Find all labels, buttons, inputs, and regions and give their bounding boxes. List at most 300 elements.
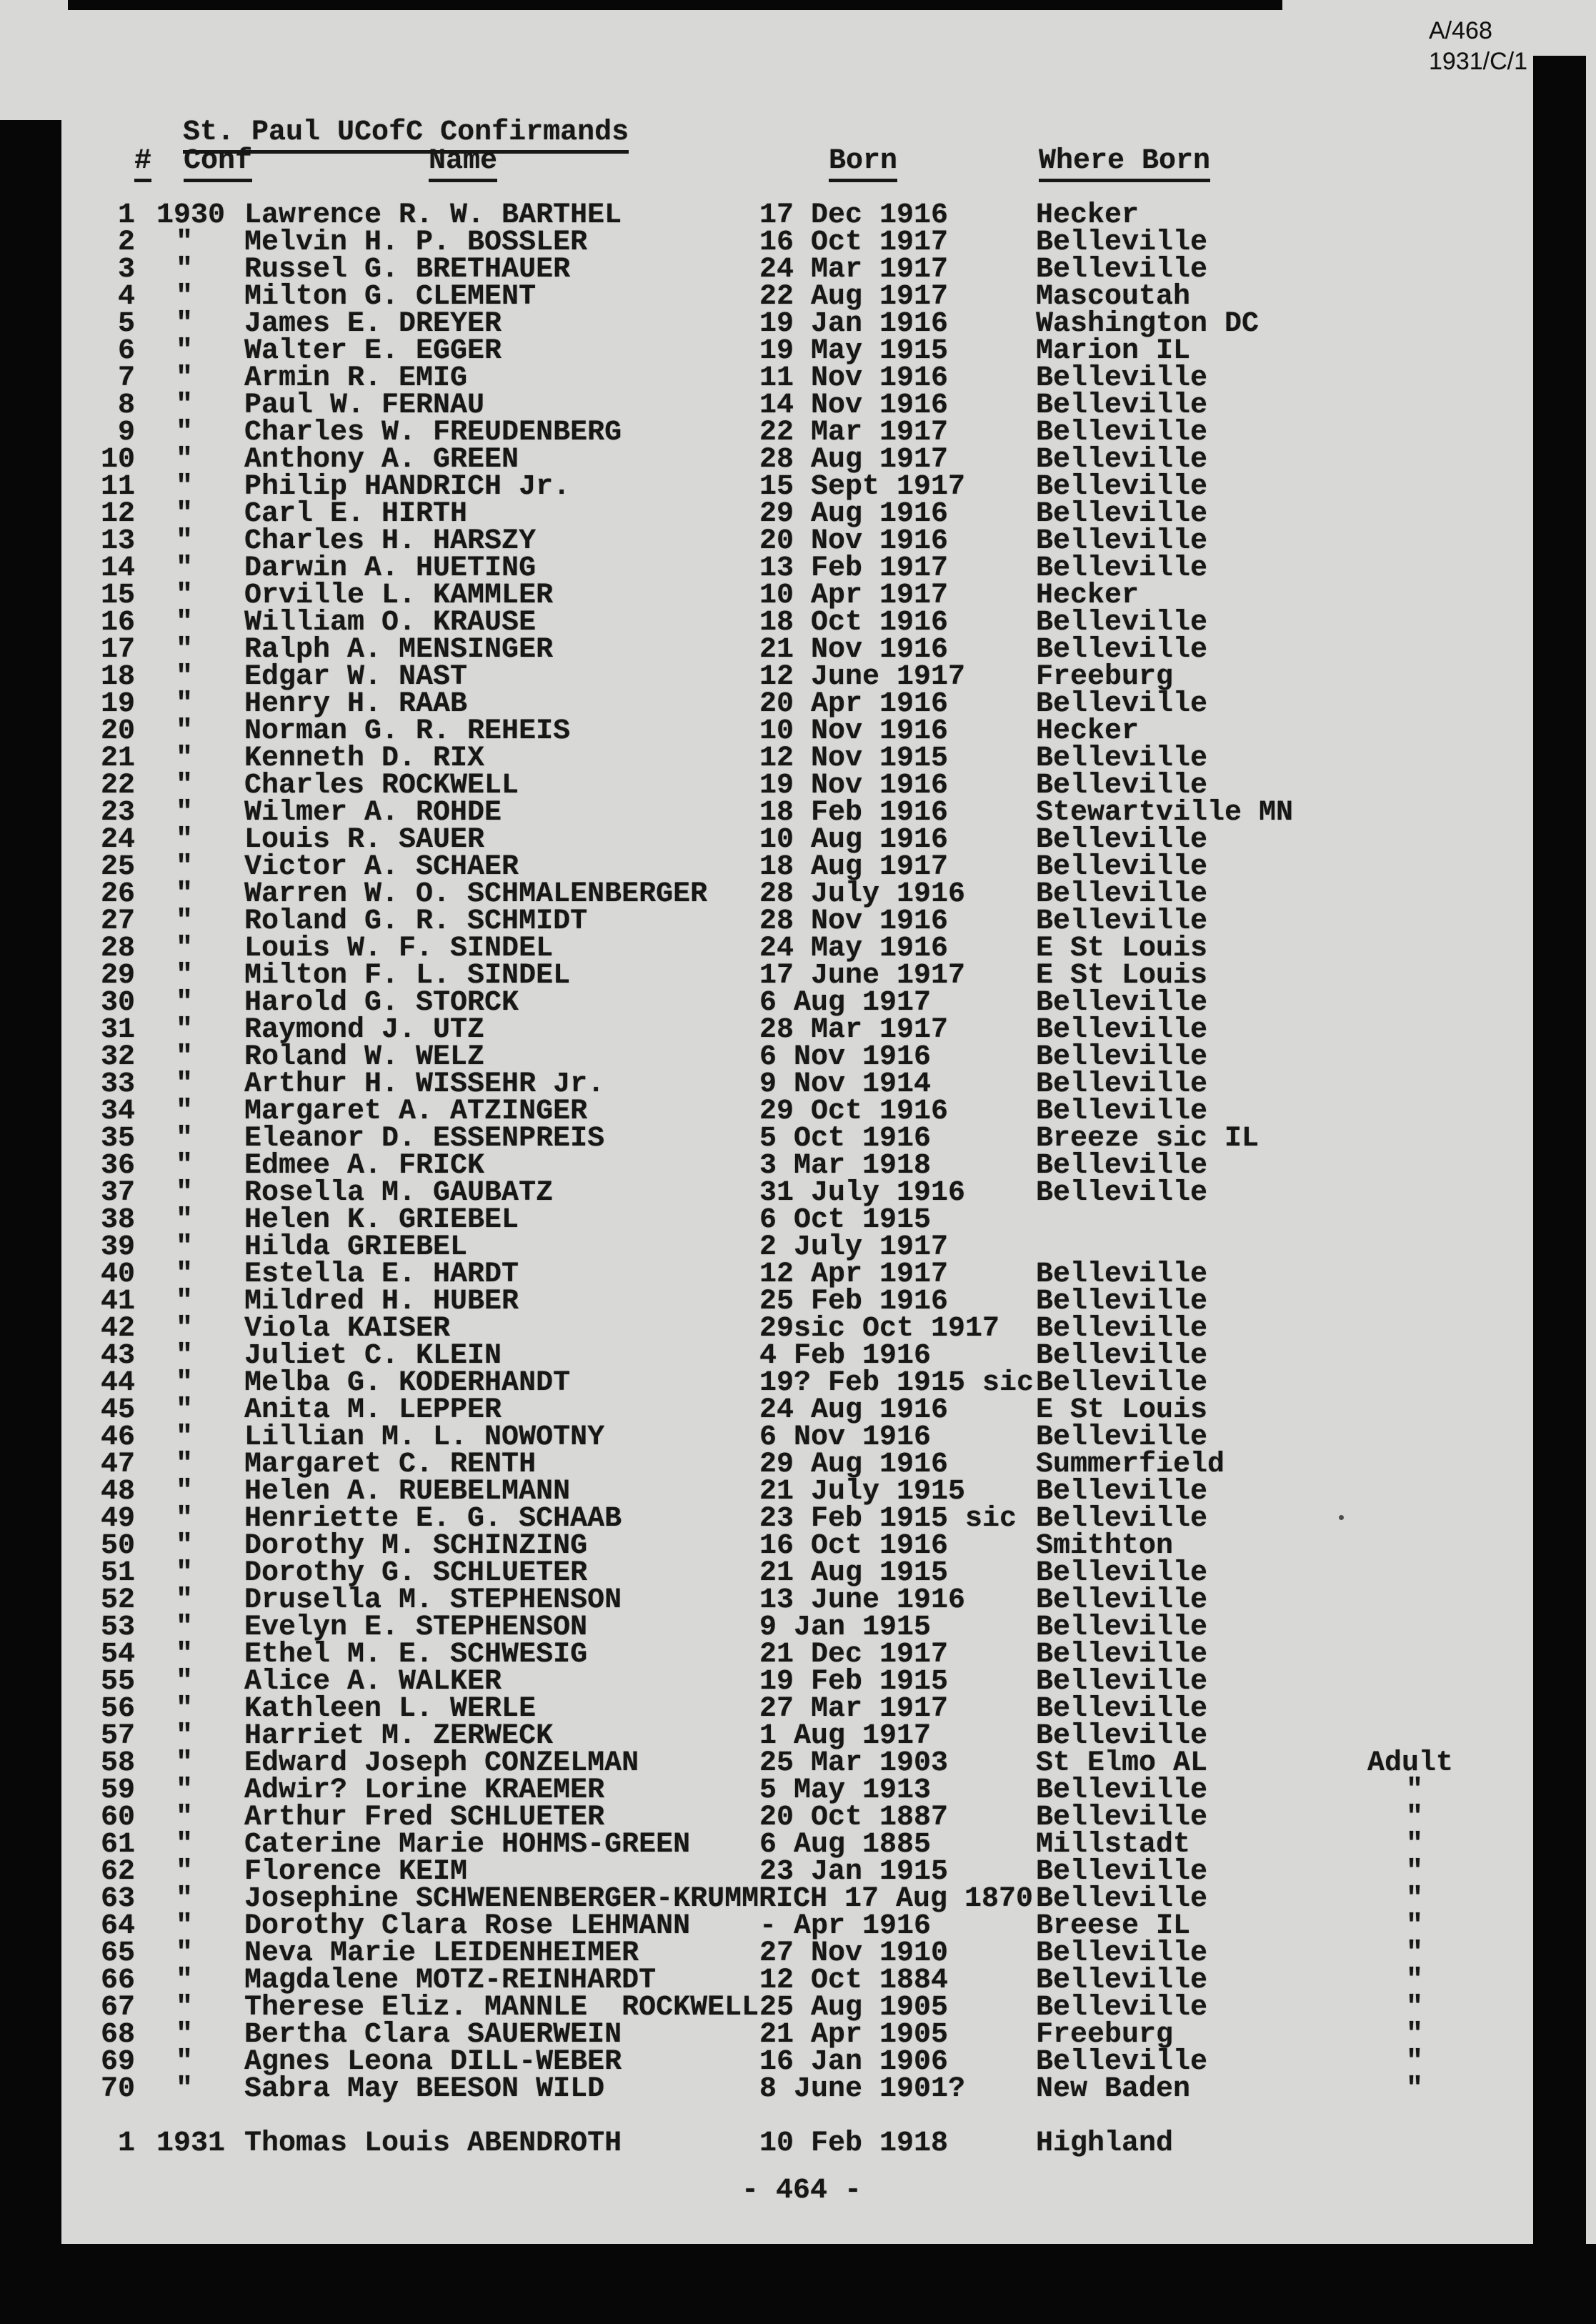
confirmation-year: " [176,960,194,992]
confirmation-year: " [176,661,194,693]
table-row [0,2075,1596,2104]
birth-date: 2 July 1917 [759,1231,949,1263]
birth-place: Belleville [1036,770,1208,802]
birth-date: 28 Mar 1917 [759,1014,949,1046]
birth-date: 3 Mar 1918 [759,1150,932,1182]
adult-flag: " [1406,2019,1424,2051]
birth-place: Belleville [1036,2046,1208,2078]
confirmation-year: " [176,1449,194,1481]
birth-date: 19 Feb 1915 [759,1666,949,1698]
table-row [0,1179,1596,1208]
birth-date: 29 Oct 1916 [759,1096,949,1128]
table-row [0,989,1596,1018]
confirmation-year: " [176,308,194,340]
confirmation-year: " [176,1096,194,1128]
confirmation-year: " [176,1367,194,1399]
confirmand-name: Carl E. HIRTH [244,498,468,530]
confirmation-year: " [176,1204,194,1236]
birth-place: E St Louis [1036,933,1208,965]
row-number: 44 [100,1367,135,1399]
birth-date: 20 Oct 1887 [759,1802,949,1834]
birth-date: 21 Nov 1916 [759,634,949,666]
confirmation-year: " [176,1774,194,1807]
confirmation-year: " [176,1041,194,1073]
row-number: 54 [100,1639,135,1671]
confirmand-name: Kathleen L. WERLE [244,1693,537,1725]
table-row [0,1586,1596,1615]
birth-date: - Apr 1916 [759,1910,932,1942]
table-row [0,1614,1596,1642]
row-number: 3 [117,254,135,286]
confirmation-year: " [176,552,194,585]
birth-place: Belleville [1036,1720,1208,1752]
confirmand-name: Juliet C. KLEIN [244,1340,502,1372]
table-row [0,1967,1596,1995]
row-number: 13 [100,525,135,557]
confirmand-name: Russel G. BRETHAUER [244,254,571,286]
confirmation-year: " [176,878,194,910]
birth-place: Belleville [1036,1612,1208,1644]
birth-place: Belleville [1036,1286,1208,1318]
confirmation-year: " [176,2019,194,2051]
confirmation-year: " [176,1068,194,1101]
birth-place: Belleville [1036,471,1208,503]
adult-flag: " [1406,1802,1424,1834]
birth-date: 17 June 1917 [759,960,966,992]
confirmation-year: " [176,1584,194,1617]
confirmation-year: " [176,1965,194,1997]
confirmand-name: William O. KRAUSE [244,607,537,639]
confirmand-name: Charles ROCKWELL [244,770,519,802]
page-number: - 464 - [742,2175,862,2207]
birth-place: St Elmo AL [1036,1747,1208,1779]
birth-place: Mascoutah [1036,281,1191,313]
row-number: 37 [100,1177,135,1209]
row-number: 12 [100,498,135,530]
confirmation-year: " [176,1231,194,1263]
confirmand-name: Charles H. HARSZY [244,525,537,557]
birth-place: Belleville [1036,444,1208,476]
birth-place: Belleville [1036,1774,1208,1807]
confirmand-name: Helen K. GRIEBEL [244,1204,519,1236]
confirmand-name: Edward Joseph CONZELMAN [244,1747,639,1779]
row-number: 23 [100,797,135,829]
birth-place: Belleville [1036,1992,1208,2024]
confirmand-name: Mildred H. HUBER [244,1286,519,1318]
table-row [0,1912,1596,1941]
confirmation-year: " [176,1693,194,1725]
birth-date: 22 Mar 1917 [759,417,949,449]
confirmand-name: Dorothy Clara Rose LEHMANN [244,1910,691,1942]
confirmation-year: " [176,770,194,802]
birth-place: Belleville [1036,1014,1208,1046]
birth-place: Marion IL [1036,335,1191,367]
birth-place: Belleville [1036,525,1208,557]
row-number: 30 [100,987,135,1019]
table-row [0,636,1596,665]
confirmand-name: Darwin A. HUETING [244,552,537,585]
confirmation-year: " [176,634,194,666]
row-number: 8 [117,389,135,422]
table-row [0,1774,1596,1807]
confirmand-name: Anita M. LEPPER [244,1394,502,1426]
row-number: 58 [100,1747,135,1779]
birth-date: 31 July 1916 [759,1177,966,1209]
row-number: 27 [100,905,135,938]
scan-border-bottom [0,2244,1596,2324]
row-number: 50 [100,1530,135,1562]
confirmand-name: Adwir? Lorine KRAEMER [244,1774,605,1807]
confirmation-year: " [176,417,194,449]
birth-date: 29sic Oct 1917 [759,1313,1000,1345]
birth-date: 13 Feb 1917 [759,552,949,585]
birth-date: 27 Mar 1917 [759,1693,949,1725]
row-number: 42 [100,1313,135,1345]
table-row [0,419,1596,447]
table-row [0,256,1596,284]
confirmand-name: Florence KEIM [244,1856,468,1888]
birth-place: Stewartville MN [1036,797,1294,829]
row-number: 34 [100,1096,135,1128]
birth-date: 10 Aug 1916 [759,824,949,856]
table-row [0,1043,1596,1072]
birth-date: 25 Mar 1903 [759,1747,949,1779]
row-number: 38 [100,1204,135,1236]
row-number: 45 [100,1394,135,1426]
adult-flag: " [1406,1883,1424,1915]
birth-place: Belleville [1036,1584,1208,1617]
row-number: 70 [100,2073,135,2105]
confirmation-year: " [176,1150,194,1182]
birth-date: 29 Aug 1916 [759,1449,949,1481]
confirmand-name: Agnes Leona DILL-WEBER [244,2046,622,2078]
confirmand-name: Roland W. WELZ [244,1041,485,1073]
confirmand-name: Norman G. R. REHEIS [244,715,571,748]
row-number: 56 [100,1693,135,1725]
table-row [0,582,1596,610]
birth-date: 24 Mar 1917 [759,254,949,286]
confirmation-year: " [176,2046,194,2078]
confirmand-name: Wilmer A. ROHDE [244,797,502,829]
row-number: 25 [100,851,135,883]
confirmation-year: " [176,607,194,639]
table-row [0,199,1596,232]
birth-place: Belleville [1036,1367,1208,1399]
confirmand-name: Helen A. RUEBELMANN [244,1476,571,1508]
birth-place: Belleville [1036,607,1208,639]
archive-reference-line2: 1931/C/1 [1429,48,1527,75]
confirmation-year: " [176,1503,194,1535]
confirmand-name: Arthur Fred SCHLUETER [244,1802,605,1834]
scan-border-top [68,0,1282,10]
table-row [0,1695,1596,1724]
birth-date: 28 Aug 1917 [759,444,949,476]
confirmation-year: " [176,227,194,259]
birth-place: Belleville [1036,498,1208,530]
birth-date: 21 Apr 1905 [759,2019,949,2051]
birth-place: Breese IL [1036,1910,1191,1942]
birth-date: 19? Feb 1915 sic [759,1367,1034,1399]
table-row [0,1668,1596,1697]
birth-place: Belleville [1036,634,1208,666]
birth-place: Belleville [1036,1503,1208,1535]
birth-place: Belleville [1036,1421,1208,1454]
table-row [0,1098,1596,1126]
confirmand-name: Melvin H. P. BOSSLER [244,227,588,259]
confirmand-name: Caterine Marie HOHMS-GREEN [244,1829,691,1861]
confirmand-name: Estella E. HARDT [244,1258,519,1291]
table-row [0,1016,1596,1045]
confirmation-year: " [176,1421,194,1454]
table-row [0,1641,1596,1669]
row-number: 36 [100,1150,135,1182]
confirmation-year: " [176,851,194,883]
confirmand-name: Henry H. RAAB [244,688,468,720]
birth-place: Smithton [1036,1530,1174,1562]
table-row [0,1233,1596,1262]
confirmation-year: " [176,1747,194,1779]
table-row [0,1315,1596,1344]
row-number: 40 [100,1258,135,1291]
confirmand-name: Harriet M. ZERWECK [244,1720,554,1752]
confirmation-year: " [176,1286,194,1318]
row-number: 11 [100,471,135,503]
row-number: 35 [100,1123,135,1155]
row-number: 32 [100,1041,135,1073]
column-header-born: Born [829,147,897,182]
archive-reference-line1: A/468 [1429,17,1492,44]
confirmation-year: " [176,987,194,1019]
table-row [0,853,1596,882]
table-row [0,229,1596,257]
confirmation-year: 1930 [156,199,226,232]
table-row [0,364,1596,393]
row-number: 52 [100,1584,135,1617]
birth-place: Belleville [1036,362,1208,394]
confirmand-name: Therese Eliz. MANNLE ROCKWELL [244,1992,759,2024]
birth-date: 12 Apr 1917 [759,1258,949,1291]
confirmand-name: Philip HANDRICH Jr. [244,471,571,503]
table-row [0,1068,1596,1101]
confirmation-year: " [176,905,194,938]
confirmand-name: Margaret A. ATZINGER [244,1096,588,1128]
row-number: 20 [100,715,135,748]
table-row [0,1532,1596,1561]
birth-place: Breeze sic IL [1036,1123,1260,1155]
birth-date: 20 Apr 1916 [759,688,949,720]
confirmation-year: " [176,743,194,775]
row-number: 46 [100,1421,135,1454]
row-number: 21 [100,743,135,775]
table-row [0,1421,1596,1454]
birth-date: 5 Oct 1916 [759,1123,932,1155]
birth-place: Belleville [1036,417,1208,449]
confirmand-name: Orville L. KAMMLER [244,580,554,612]
row-number: 63 [100,1883,135,1915]
confirmand-name: Ralph A. MENSINGER [244,634,554,666]
confirmation-year: " [176,1530,194,1562]
birth-date: 29 Aug 1916 [759,498,949,530]
confirmation-year: " [176,688,194,720]
confirmation-year: " [176,1883,194,1915]
birth-place: Belleville [1036,987,1208,1019]
row-number: 57 [100,1720,135,1752]
confirmation-year: " [176,1258,194,1291]
confirmation-year: " [176,933,194,965]
confirmand-name: Josephine SCHWENENBERGER-KRUMMRICH [244,1883,828,1915]
birth-date: 12 Nov 1915 [759,743,949,775]
birth-place: Belleville [1036,1666,1208,1698]
confirmand-name: Louis W. F. SINDEL [244,933,554,965]
birth-date: 10 Feb 1918 [759,2127,949,2160]
column-header-where-born: Where Born [1039,147,1210,182]
confirmand-name: Anthony A. GREEN [244,444,519,476]
row-number: 53 [100,1612,135,1644]
confirmand-name: Warren W. O. SCHMALENBERGER [244,878,708,910]
row-number: 66 [100,1965,135,1997]
birth-date: 21 Dec 1917 [759,1639,949,1671]
birth-place: Belleville [1036,851,1208,883]
birth-date: 13 June 1916 [759,1584,966,1617]
birth-place: Hecker [1036,715,1139,748]
confirmation-year: " [176,1937,194,1970]
table-row [0,1206,1596,1235]
row-number: 10 [100,444,135,476]
confirmation-year: 1931 [156,2127,226,2160]
birth-place: Belleville [1036,1693,1208,1725]
birth-date: 24 May 1916 [759,933,949,965]
row-number: 49 [100,1503,135,1535]
table-row [0,2048,1596,2077]
table-row [0,310,1596,339]
table-row [0,609,1596,637]
birth-place: Belleville [1036,254,1208,286]
confirmand-name: Neva Marie LEIDENHEIMER [244,1937,639,1970]
table-row [0,745,1596,773]
birth-date: 10 Nov 1916 [759,715,949,748]
birth-date: 6 Aug 1917 [759,987,932,1019]
confirmation-year: " [176,1014,194,1046]
confirmand-name: Magdalene MOTZ-REINHARDT [244,1965,657,1997]
birth-date: 25 Aug 1905 [759,1992,949,2024]
confirmand-name: Kenneth D. RIX [244,743,485,775]
row-number: 51 [100,1557,135,1589]
row-number: 2 [117,227,135,259]
row-number: 1 [117,199,135,232]
row-number: 62 [100,1856,135,1888]
birth-date: 6 Aug 1885 [759,1829,932,1861]
birth-place: Belleville [1036,1639,1208,1671]
table-row [0,1885,1596,1914]
row-number: 65 [100,1937,135,1970]
table-row [0,337,1596,366]
table-row [0,1342,1596,1371]
birth-date: 6 Nov 1916 [759,1421,932,1454]
birth-date: 9 Jan 1915 [759,1612,932,1644]
birth-date: 14 Nov 1916 [759,389,949,422]
row-number: 64 [100,1910,135,1942]
table-row [0,283,1596,312]
table-row [0,2021,1596,2050]
confirmand-name: Rosella M. GAUBATZ [244,1177,554,1209]
table-row [0,663,1596,692]
birth-date: 24 Aug 1916 [759,1394,949,1426]
birth-date: 12 June 1917 [759,661,966,693]
table-row [0,935,1596,963]
birth-place: Belleville [1036,688,1208,720]
birth-date: 25 Feb 1916 [759,1286,949,1318]
row-number: 1 [117,2127,135,2160]
birth-date: 28 July 1916 [759,878,966,910]
birth-place: Belleville [1036,1856,1208,1888]
table-row [0,1369,1596,1398]
adult-flag: " [1406,1910,1424,1942]
column-header-conf: Conf [184,147,252,182]
birth-date: 19 Jan 1916 [759,308,949,340]
confirmand-name: Arthur H. WISSEHR Jr. [244,1068,605,1101]
birth-place: Hecker [1036,580,1139,612]
birth-date: 16 Oct 1917 [759,227,949,259]
birth-place: Belleville [1036,1965,1208,1997]
adult-flag: " [1406,1856,1424,1888]
confirmation-year: " [176,1476,194,1508]
birth-date: 16 Jan 1906 [759,2046,949,2078]
confirmand-name: Charles W. FREUDENBERG [244,417,622,449]
table-row [0,826,1596,855]
table-row [0,1478,1596,1506]
birth-place: Belleville [1036,227,1208,259]
birth-date: 17 Aug 1870 [844,1883,1034,1915]
confirmand-name: Roland G. R. SCHMIDT [244,905,588,938]
confirmand-name: Alice A. WALKER [244,1666,502,1698]
confirmand-name: Hilda GRIEBEL [244,1231,468,1263]
birth-place: Belleville [1036,1150,1208,1182]
row-number: 7 [117,362,135,394]
confirmand-name: Eleanor D. ESSENPREIS [244,1123,605,1155]
birth-place: Belleville [1036,1068,1208,1101]
confirmation-year: " [176,281,194,313]
birth-place: Belleville [1036,905,1208,938]
row-number: 55 [100,1666,135,1698]
confirmation-year: " [176,1177,194,1209]
table-row [0,799,1596,828]
birth-date: 1 Aug 1917 [759,1720,932,1752]
table-row [0,880,1596,909]
row-number: 4 [117,281,135,313]
table-row [0,500,1596,529]
birth-date: 23 Feb 1915 sic [759,1503,1017,1535]
confirmand-name: Dorothy M. SCHINZING [244,1530,588,1562]
table-row [0,1804,1596,1832]
confirmation-year: " [176,1802,194,1834]
birth-date: 18 Oct 1916 [759,607,949,639]
confirmand-name: Drusella M. STEPHENSON [244,1584,622,1617]
row-number: 22 [100,770,135,802]
row-number: 24 [100,824,135,856]
confirmation-year: " [176,580,194,612]
row-number: 29 [100,960,135,992]
confirmand-name: Dorothy G. SCHLUETER [244,1557,588,1589]
birth-place: Washington DC [1036,308,1260,340]
birth-date: 11 Nov 1916 [759,362,949,394]
confirmand-name: Evelyn E. STEPHENSON [244,1612,588,1644]
confirmation-year: " [176,1720,194,1752]
birth-place: Freeburg [1036,661,1174,693]
birth-date: 21 Aug 1915 [759,1557,949,1589]
row-number: 59 [100,1774,135,1807]
adult-flag: " [1406,1992,1424,2024]
row-number: 14 [100,552,135,585]
